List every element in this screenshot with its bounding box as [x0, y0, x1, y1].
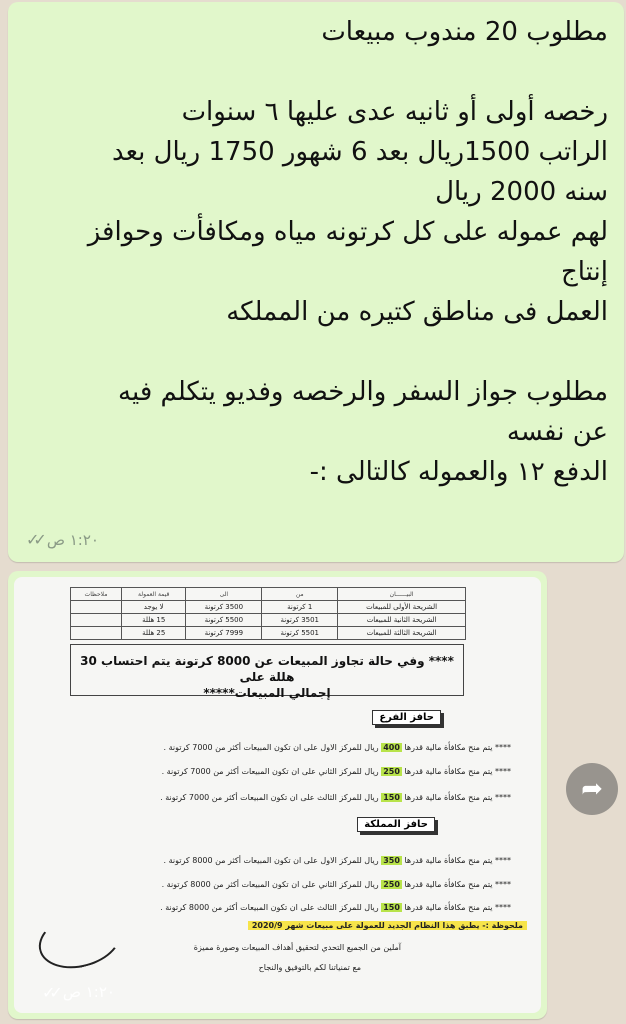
message-time: ١:٢٠ ص — [46, 530, 99, 549]
amount-highlight: 350 — [383, 856, 400, 865]
line-text: **** يتم منح مكافأة مالية قدرها — [404, 856, 511, 865]
table-row — [71, 627, 466, 640]
message-photo[interactable] — [14, 577, 541, 1013]
kingdom-incentive-heading: حافز المملكة — [357, 817, 435, 832]
amount-highlight: 150 — [383, 793, 400, 802]
line-text: **** يتم منح مكافأة مالية قدرها — [404, 793, 511, 802]
message-line: رخصه أولى أو ثانيه عدى عليها ٦ سنوات — [181, 97, 608, 127]
message-line: عن نفسه — [506, 417, 608, 447]
table-row — [71, 601, 466, 614]
message-line — [16, 52, 608, 92]
table-cell: 5500 كرتونة — [186, 614, 262, 627]
message-line: الدفع ١٢ والعموله كالتالى :- — [309, 457, 608, 487]
note-line — [248, 921, 527, 930]
threshold-text: **** وفي حالة تجاوز المبيعات عن 8000 كرتونة يتم احتساب 30 هللة على — [80, 654, 454, 684]
incentive-line — [162, 880, 511, 889]
line-text: ريال للمركز الثالث على ان تكون المبيعات أكثر من 7000 كرتونة . — [160, 793, 379, 802]
incentive-line — [164, 743, 512, 752]
table-header-row — [71, 588, 466, 601]
table-cell: لا يوجد — [122, 601, 186, 614]
table-header: من — [262, 588, 338, 601]
table-cell: 25 هللة — [122, 627, 186, 640]
table-cell — [71, 614, 122, 627]
incentive-line — [164, 856, 512, 865]
amount-highlight: 250 — [383, 880, 400, 889]
table-cell: 5501 كرتونة — [262, 627, 338, 640]
table-header: قيمة العمولة — [122, 588, 186, 601]
table-cell — [71, 627, 122, 640]
branch-incentive-heading: حافز الفرع — [372, 710, 441, 725]
incentive-line — [160, 793, 511, 802]
commission-table — [70, 587, 466, 640]
amount-highlight: 400 — [383, 743, 400, 752]
message-text — [16, 12, 608, 492]
amount-highlight: 250 — [383, 767, 400, 776]
table-header: ملاحظات — [71, 588, 122, 601]
table-row — [71, 614, 466, 627]
table-cell: الشريحة الثالثة للمبيعات — [338, 627, 466, 640]
table-cell: 3501 كرتونة — [262, 614, 338, 627]
message-line: سنه 2000 ريال — [435, 177, 608, 207]
message-meta — [42, 983, 115, 1002]
message-line: مطلوب 20 مندوب مبيعات — [321, 17, 608, 47]
table-cell: 7999 كرتونة — [186, 627, 262, 640]
table-header: البيــــــان — [338, 588, 466, 601]
table-cell: 15 هللة — [122, 614, 186, 627]
message-line: إنتاج — [560, 257, 608, 287]
table-cell: الشريحة الثانية للمبيعات — [338, 614, 466, 627]
line-text: ريال للمركز الثاني على ان تكون المبيعات أكثر من 7000 كرتونة . — [161, 767, 379, 776]
double-check-icon: ✓✓ — [26, 530, 41, 549]
line-text: ريال للمركز الاول على ان تكون المبيعات أكثر من 7000 كرتونة . — [163, 743, 379, 752]
footer-line: مع تمنياتنا لكم بالتوفيق والنجاح — [258, 963, 361, 972]
threshold-box — [70, 644, 464, 700]
table-cell: الشريحة الأولى للمبيعات — [338, 601, 466, 614]
message-bubble-image[interactable] — [8, 571, 547, 1019]
document-image — [14, 577, 541, 1013]
message-line: العمل فى مناطق كتيره من المملكه — [226, 297, 608, 327]
note-text: ملحوظة :- يطبق هذا النظام الجديد للعمولة على مبيعات شهر 2020/9 — [248, 921, 527, 930]
line-text: **** يتم منح مكافأة مالية قدرها — [404, 880, 511, 889]
message-meta — [26, 530, 99, 549]
message-line: الراتب 1500ريال بعد 6 شهور 1750 ريال بعد — [111, 137, 608, 167]
incentive-line — [160, 903, 511, 912]
footer-line: آملين من الجميع التحدي لتحقيق أهداف المبيعات وصورة مميزة — [193, 943, 401, 952]
message-bubble-text[interactable] — [8, 2, 624, 562]
line-text: **** يتم منح مكافأة مالية قدرها — [404, 743, 511, 752]
table-cell: 1 كرتونة — [262, 601, 338, 614]
double-check-icon: ✓✓ — [42, 983, 57, 1002]
line-text: ريال للمركز الاول على ان تكون المبيعات أكثر من 8000 كرتونة . — [163, 856, 379, 865]
line-text: ريال للمركز الثاني على ان تكون المبيعات أكثر من 8000 كرتونة . — [161, 880, 379, 889]
table-cell: 3500 كرتونة — [186, 601, 262, 614]
table-cell — [71, 601, 122, 614]
threshold-text: إجمالي المبيعات***** — [203, 686, 331, 700]
message-line — [16, 332, 608, 372]
line-text: ريال للمركز الثالث على ان تكون المبيعات أكثر من 8000 كرتونة . — [160, 903, 379, 912]
message-line: لهم عموله على كل كرتونه مياه ومكافأت وحوافز — [87, 217, 608, 247]
line-text: **** يتم منح مكافأة مالية قدرها — [404, 767, 511, 776]
incentive-line — [162, 767, 511, 776]
message-time: ١:٢٠ ص — [62, 983, 115, 1001]
signature-mark — [32, 903, 127, 977]
share-arrow-icon[interactable]: ➦ — [566, 763, 618, 815]
message-line: مطلوب جواز السفر والرخصه وفديو يتكلم فيه — [118, 377, 608, 407]
table-header: الى — [186, 588, 262, 601]
line-text: **** يتم منح مكافأة مالية قدرها — [404, 903, 511, 912]
amount-highlight: 150 — [383, 903, 400, 912]
